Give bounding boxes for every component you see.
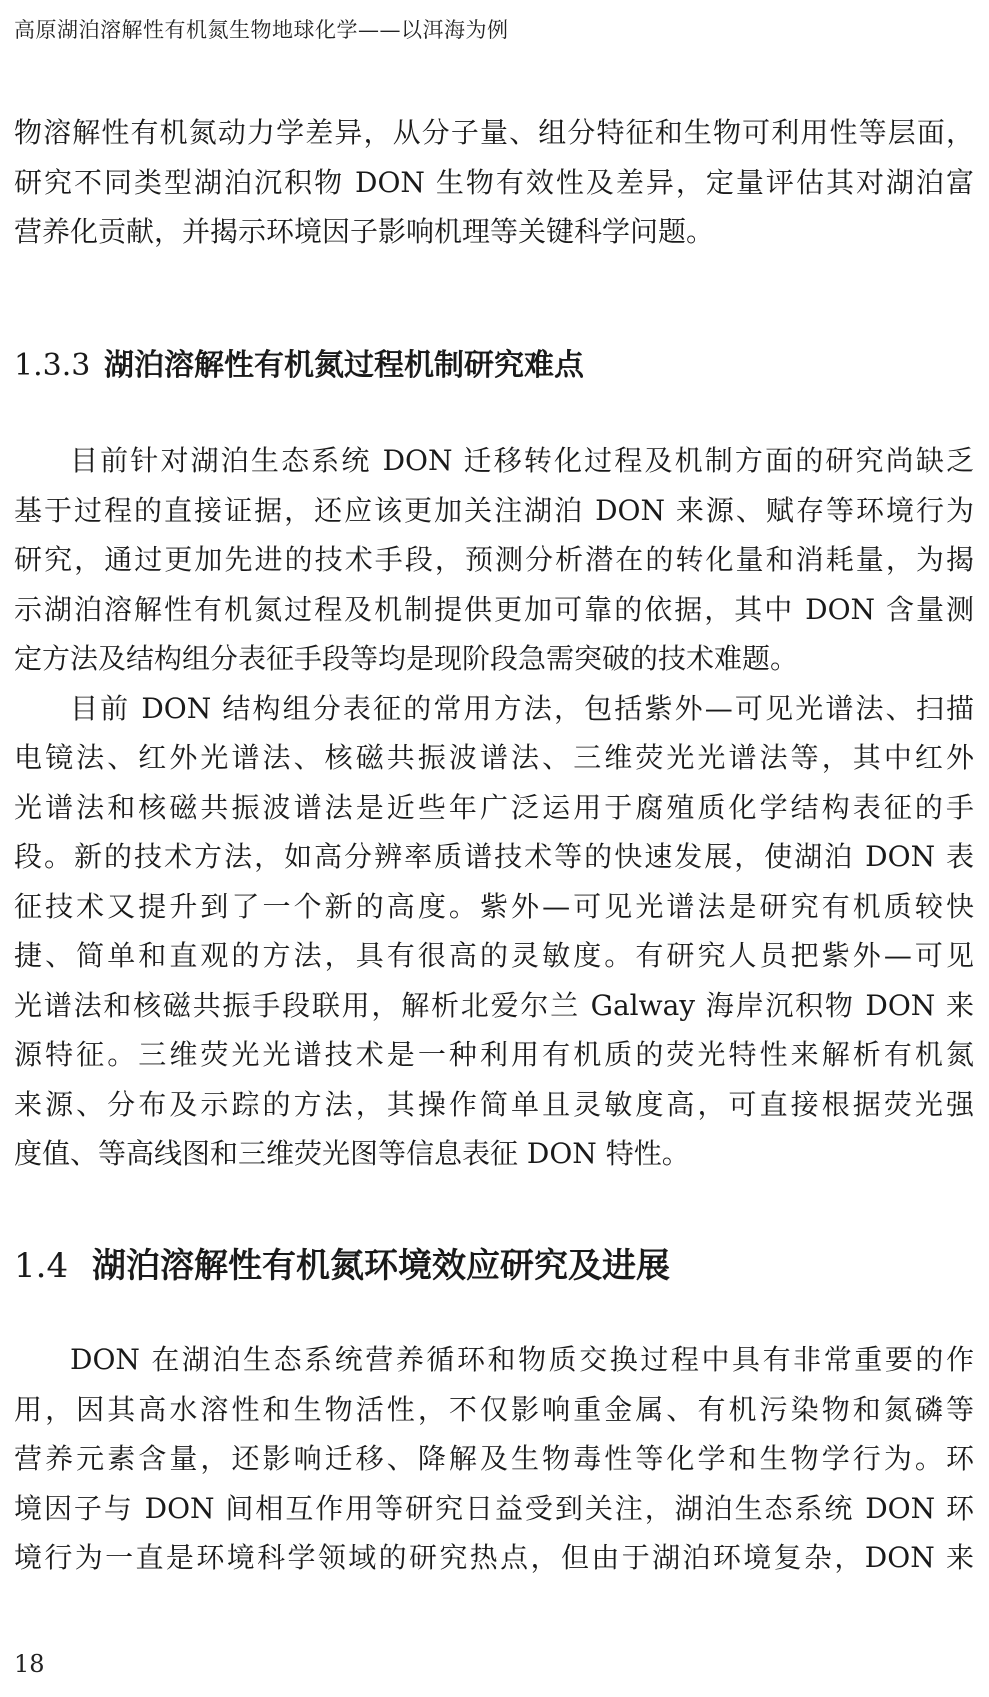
section-1-3-3-body bbox=[14, 436, 974, 1179]
paragraph-line: 营养化贡献，并揭示环境因子影响机理等关键科学问题。 bbox=[14, 215, 715, 248]
section-number: 1.3.3 bbox=[14, 348, 91, 383]
paragraph-line: 源特征。三维荧光光谱技术是一种利用有机质的荧光特性来解析有机氮 bbox=[14, 1038, 974, 1071]
section-heading-1-4 bbox=[14, 1238, 670, 1287]
paragraph-line: 基于过程的直接证据，还应该更加关注湖泊 DON 来源、赋存等环境行为 bbox=[14, 493, 974, 527]
section-title: 湖泊溶解性有机氮过程机制研究难点 bbox=[104, 348, 584, 383]
paragraph-line: 光谱法和核磁共振波谱法是近些年广泛运用于腐殖质化学结构表征的手 bbox=[14, 790, 974, 824]
paragraph-line: 营养元素含量，还影响迁移、降解及生物毒性等化学和生物学行为。环 bbox=[14, 1442, 974, 1475]
paragraph-line: 研究不同类型湖泊沉积物 DON 生物有效性及差异，定量评估其对湖泊富 bbox=[14, 165, 974, 199]
paragraph-line: 段。新的技术方法，如高分辨率质谱技术等的快速发展，使湖泊 DON 表 bbox=[14, 840, 974, 873]
paragraph-line: 目前针对湖泊生态系统 DON 迁移转化过程及机制方面的研究尚缺乏 bbox=[70, 444, 974, 477]
paragraph-line: 定方法及结构组分表征手段等均是现阶段急需突破的技术难题。 bbox=[14, 642, 799, 675]
paragraph-line: 用，因其高水溶性和生物活性，不仅影响重金属、有机污染物和氮磷等 bbox=[14, 1392, 974, 1426]
section-number: 1.4 bbox=[14, 1246, 69, 1286]
paragraph-line: 电镜法、红外光谱法、核磁共振波谱法、三维荧光光谱法等，其中红外 bbox=[14, 741, 974, 774]
page-number: 18 bbox=[14, 1650, 45, 1678]
intro-paragraph bbox=[14, 108, 974, 257]
section-heading-1-3-3 bbox=[14, 340, 584, 384]
paragraph-line: 目前 DON 结构组分表征的常用方法，包括紫外—可见光谱法、扫描 bbox=[70, 691, 974, 725]
running-header: 高原湖泊溶解性有机氮生物地球化学——以洱海为例 bbox=[14, 18, 509, 42]
paragraph-line: 捷、简单和直观的方法，具有很高的灵敏度。有研究人员把紫外—可见 bbox=[14, 939, 974, 972]
paragraph-line: 征技术又提升到了一个新的高度。紫外—可见光谱法是研究有机质较快 bbox=[14, 889, 974, 923]
paragraph-line: 光谱法和核磁共振手段联用，解析北爱尔兰 Galway 海岸沉积物 DON 来 bbox=[14, 988, 974, 1022]
paragraph-line: 境行为一直是环境科学领域的研究热点，但由于湖泊环境复杂，DON 来 bbox=[14, 1541, 974, 1574]
paragraph-line: 度值、等高线图和三维荧光图等信息表征 DON 特性。 bbox=[14, 1137, 690, 1170]
section-1-4-body bbox=[14, 1335, 974, 1583]
paragraph-line: 物溶解性有机氮动力学差异，从分子量、组分特征和生物可利用性等层面， bbox=[14, 116, 974, 149]
paragraph-line: 研究，通过更加先进的技术手段，预测分析潜在的转化量和消耗量，为揭 bbox=[14, 543, 974, 576]
paragraph-line: 示湖泊溶解性有机氮过程及机制提供更加可靠的依据，其中 DON 含量测 bbox=[14, 592, 974, 626]
paragraph-line: 来源、分布及示踪的方法，其操作简单且灵敏度高，可直接根据荧光强 bbox=[14, 1087, 974, 1121]
section-title: 湖泊溶解性有机氮环境效应研究及进展 bbox=[92, 1246, 670, 1286]
paragraph-line: 境因子与 DON 间相互作用等研究日益受到关注，湖泊生态系统 DON 环 bbox=[14, 1491, 974, 1525]
paragraph-line: DON 在湖泊生态系统营养循环和物质交换过程中具有非常重要的作 bbox=[70, 1343, 974, 1376]
